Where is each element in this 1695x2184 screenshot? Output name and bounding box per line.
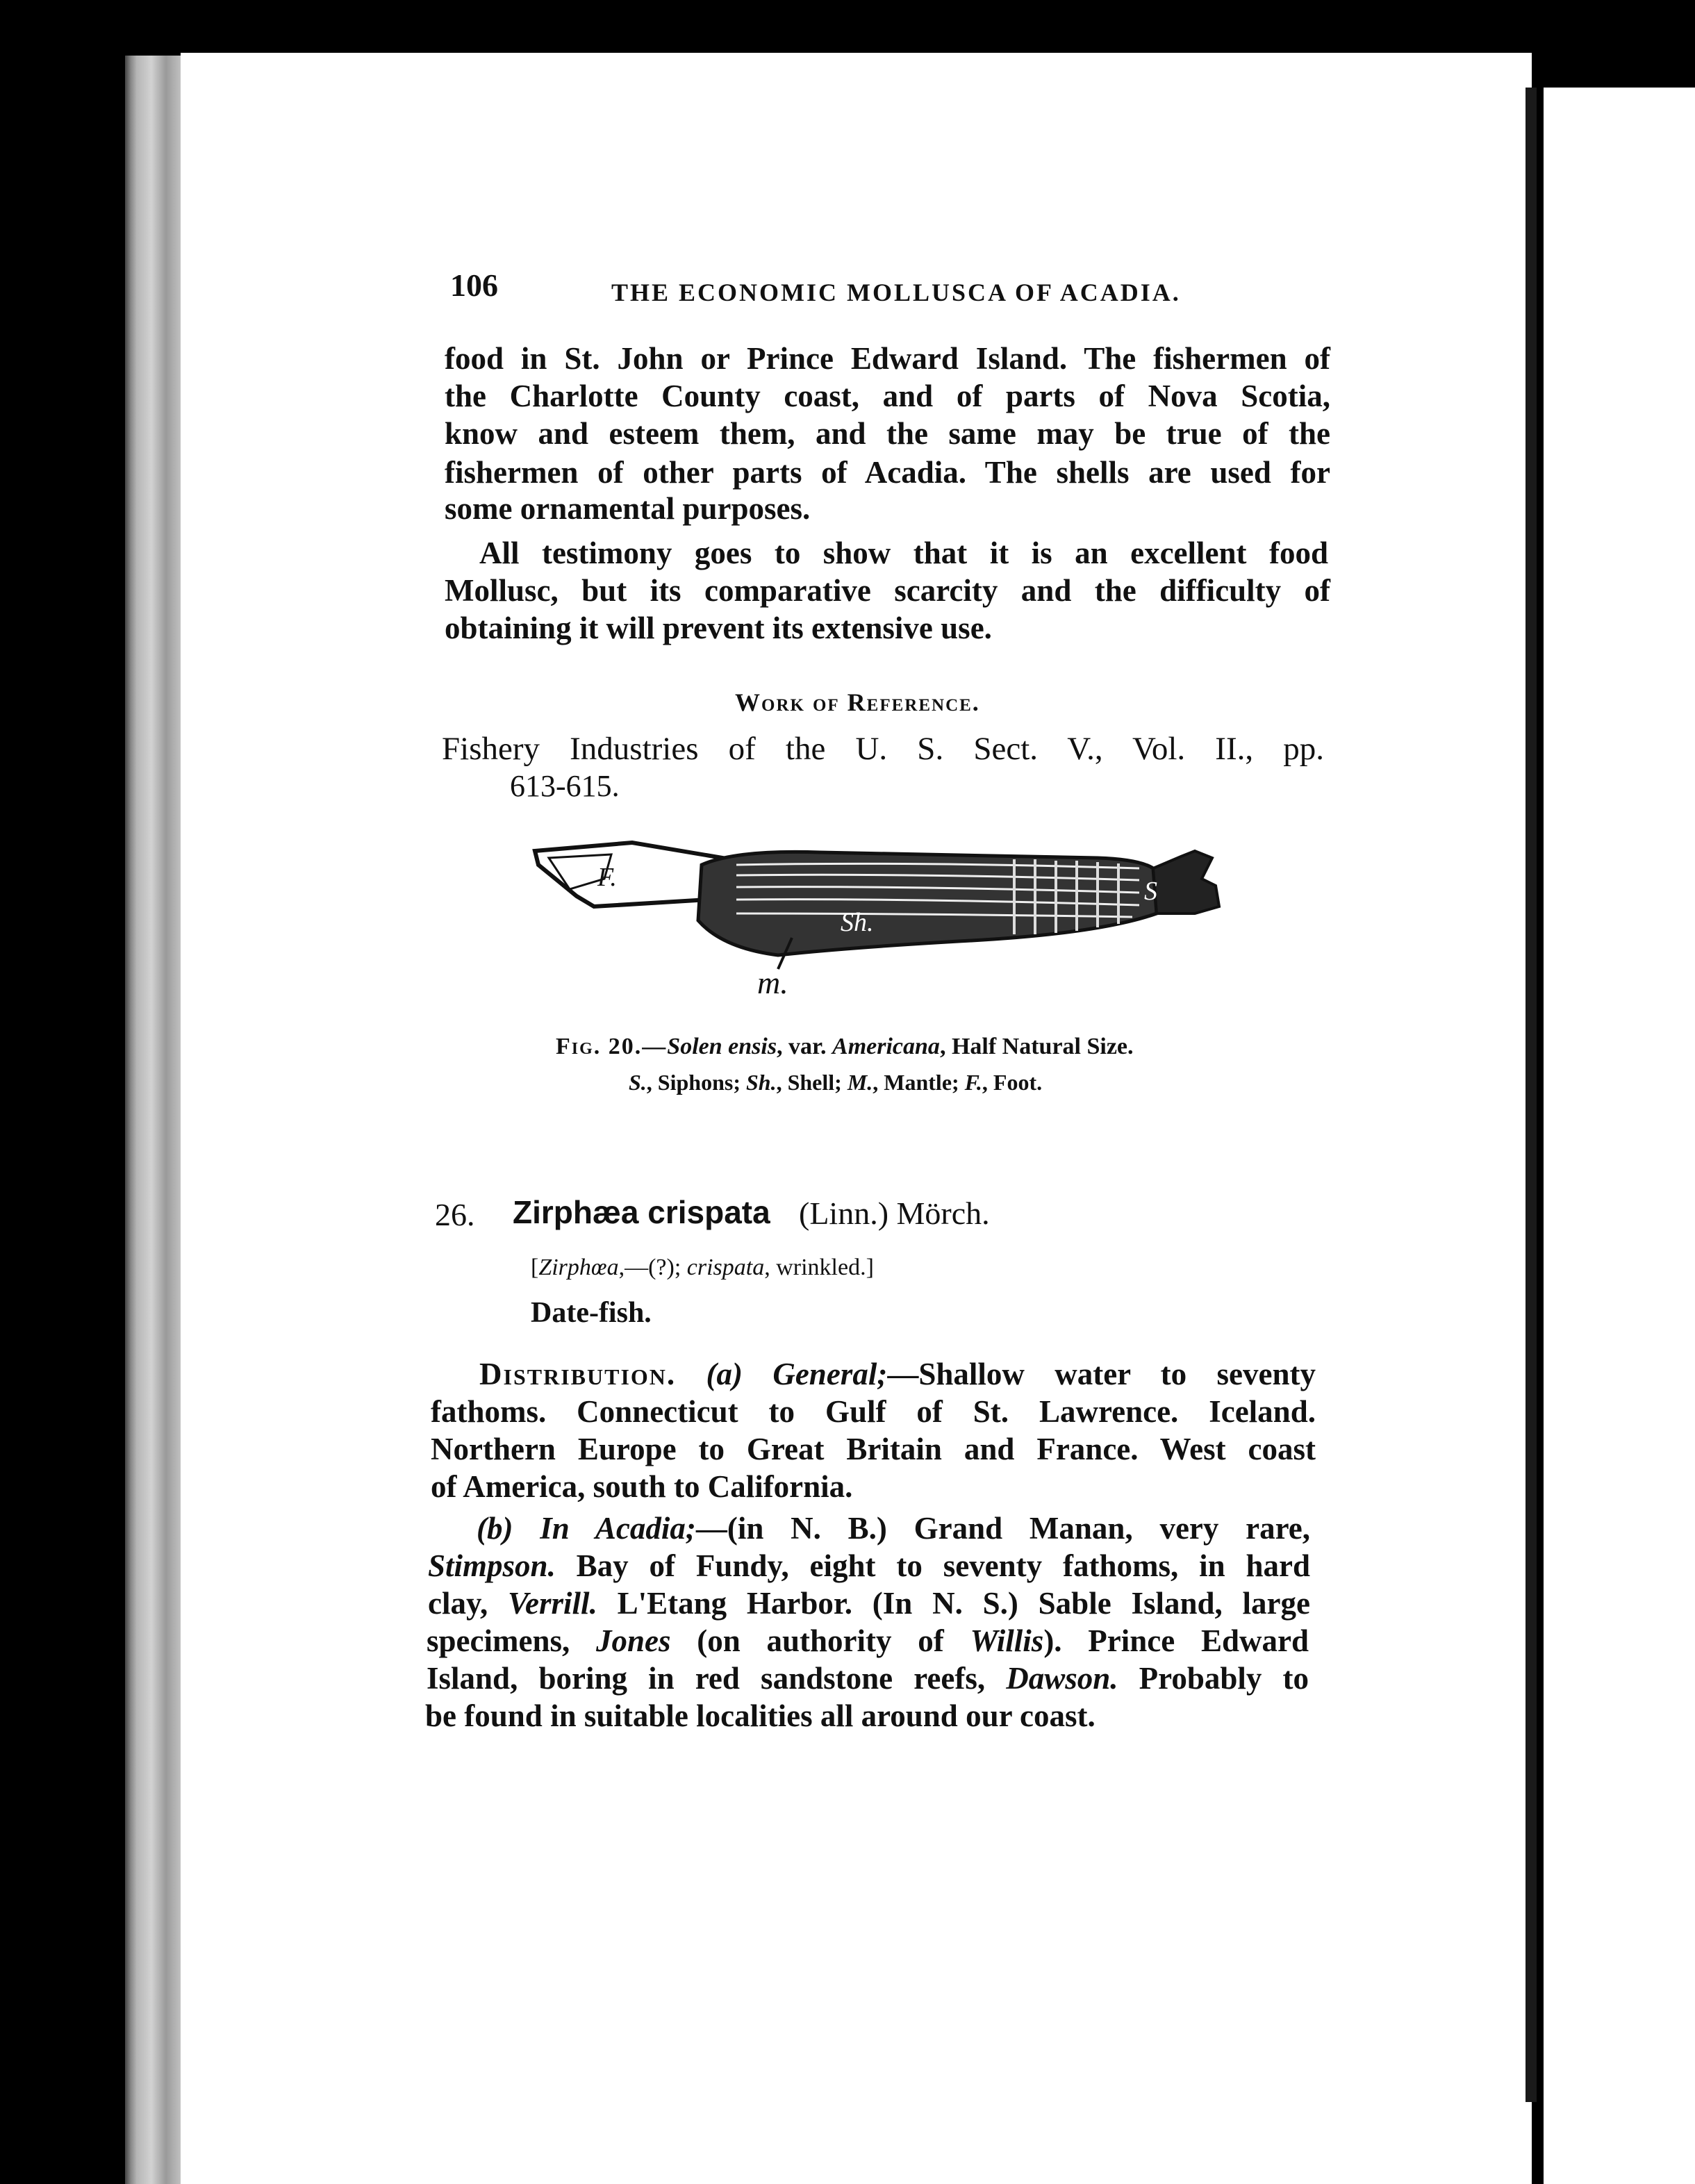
solen-shell-figure xyxy=(528,837,1237,1011)
foot-label: F. xyxy=(597,863,617,892)
distribution-line: fathoms. Connecticut to Gulf of St. Lawrence. Iceland. xyxy=(431,1394,1316,1429)
paragraph-line: food in St. John or Prince Edward Island. The fishermen of xyxy=(445,341,1330,376)
acadia-line: specimens, Jones (on authority of Willis). Prince Edward xyxy=(427,1623,1309,1658)
paragraph-line: fishermen of other parts of Acadia. The shells are used for xyxy=(445,455,1330,490)
species-name: Zirphæa crispata xyxy=(513,1194,770,1230)
figure-caption-legend: S., Siphons; Sh., Shell; M., Mantle; F., Foot. xyxy=(629,1070,1043,1095)
shell-label: Sh. xyxy=(841,908,874,937)
paragraph-line: Mollusc, but its comparative scarcity and the difficulty of xyxy=(445,573,1330,608)
siphon-shape xyxy=(1153,851,1219,913)
distribution-line: of America, south to California. xyxy=(431,1469,853,1504)
paragraph-line: know and esteem them, and the same may be true of the xyxy=(445,416,1330,451)
paragraph-line: obtaining it will prevent its extensive use. xyxy=(445,611,992,645)
acadia-line: Island, boring in red sandstone reefs, Dawson. Probably to xyxy=(427,1661,1309,1696)
paragraph-line: the Charlotte County coast, and of parts of Nova Scotia, xyxy=(445,379,1330,413)
etymology: [Zirphœa,—(?); crispata, wrinkled.] xyxy=(531,1255,874,1280)
distribution-line: Northern Europe to Great Britain and France. West coast xyxy=(431,1432,1316,1466)
reference-pages: 613-615. xyxy=(510,769,620,803)
species-number: 26. xyxy=(435,1197,475,1232)
paragraph-line: All testimony goes to show that it is an excellent food xyxy=(479,536,1328,570)
page-number: 106 xyxy=(450,267,498,303)
acadia-line: be found in suitable localities all around our coast. xyxy=(425,1698,1095,1733)
siphon-label: S xyxy=(1144,877,1157,906)
common-name: Date-fish. xyxy=(531,1297,652,1329)
running-title: THE ECONOMIC MOLLUSCA OF ACADIA. xyxy=(611,279,1181,306)
reference-citation: Fishery Industries of the U. S. Sect. V., Vol. II., pp. xyxy=(442,731,1324,767)
paragraph-line: some ornamental purposes. xyxy=(445,491,811,526)
mantle-label: m. xyxy=(757,965,788,1000)
facing-page-edge xyxy=(1544,88,1695,2184)
book-binding xyxy=(125,56,183,2184)
acadia-line: (b) In Acadia;—(in N. B.) Grand Manan, very rare, xyxy=(477,1511,1311,1546)
acadia-line: clay, Verrill. L'Etang Harbor. (In N. S.) Sable Island, large xyxy=(428,1586,1311,1621)
distribution-line: Distribution. (a) General;—Shallow water to seventy xyxy=(479,1357,1316,1391)
acadia-line: Stimpson. Bay of Fundy, eight to seventy fathoms, in hard xyxy=(428,1548,1310,1583)
species-authority: (Linn.) Mörch. xyxy=(799,1196,990,1231)
page-gutter-shadow xyxy=(1526,88,1537,2102)
figure-caption: Fig. 20.—Solen ensis, var. Americana, Half Natural Size. xyxy=(556,1034,1134,1059)
reference-heading: Work of Reference. xyxy=(735,688,980,716)
